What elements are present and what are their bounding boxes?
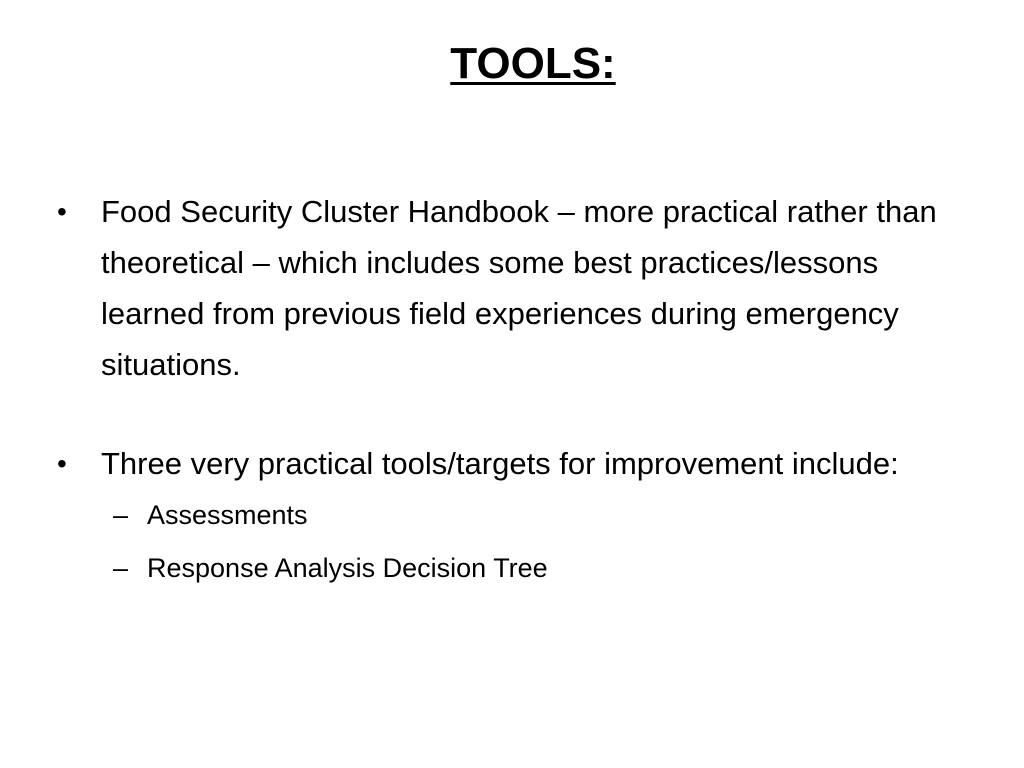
bullet-text: Three very practical tools/targets for improvement include: — [101, 446, 899, 481]
sub-bullet-text: Response Analysis Decision Tree — [147, 553, 548, 583]
bullet-text: Food Security Cluster Handbook – more practical rather than theoretical – which includes some best practices/lessons learned from previous field experiences during emergency situations. — [101, 194, 937, 382]
bullet-item — [57, 438, 987, 489]
bullet-marker: • — [57, 196, 67, 227]
sub-bullet-marker: – — [113, 500, 129, 530]
bullet-marker: • — [57, 448, 67, 479]
sub-bullet-text: Assessments — [147, 500, 308, 530]
slide-content — [57, 186, 987, 595]
bullet-item — [57, 186, 987, 390]
sub-bullet-marker: – — [113, 553, 129, 583]
sub-bullet-item — [57, 489, 987, 542]
sub-bullet-item — [57, 542, 987, 595]
slide-title: TOOLS: — [450, 39, 616, 88]
